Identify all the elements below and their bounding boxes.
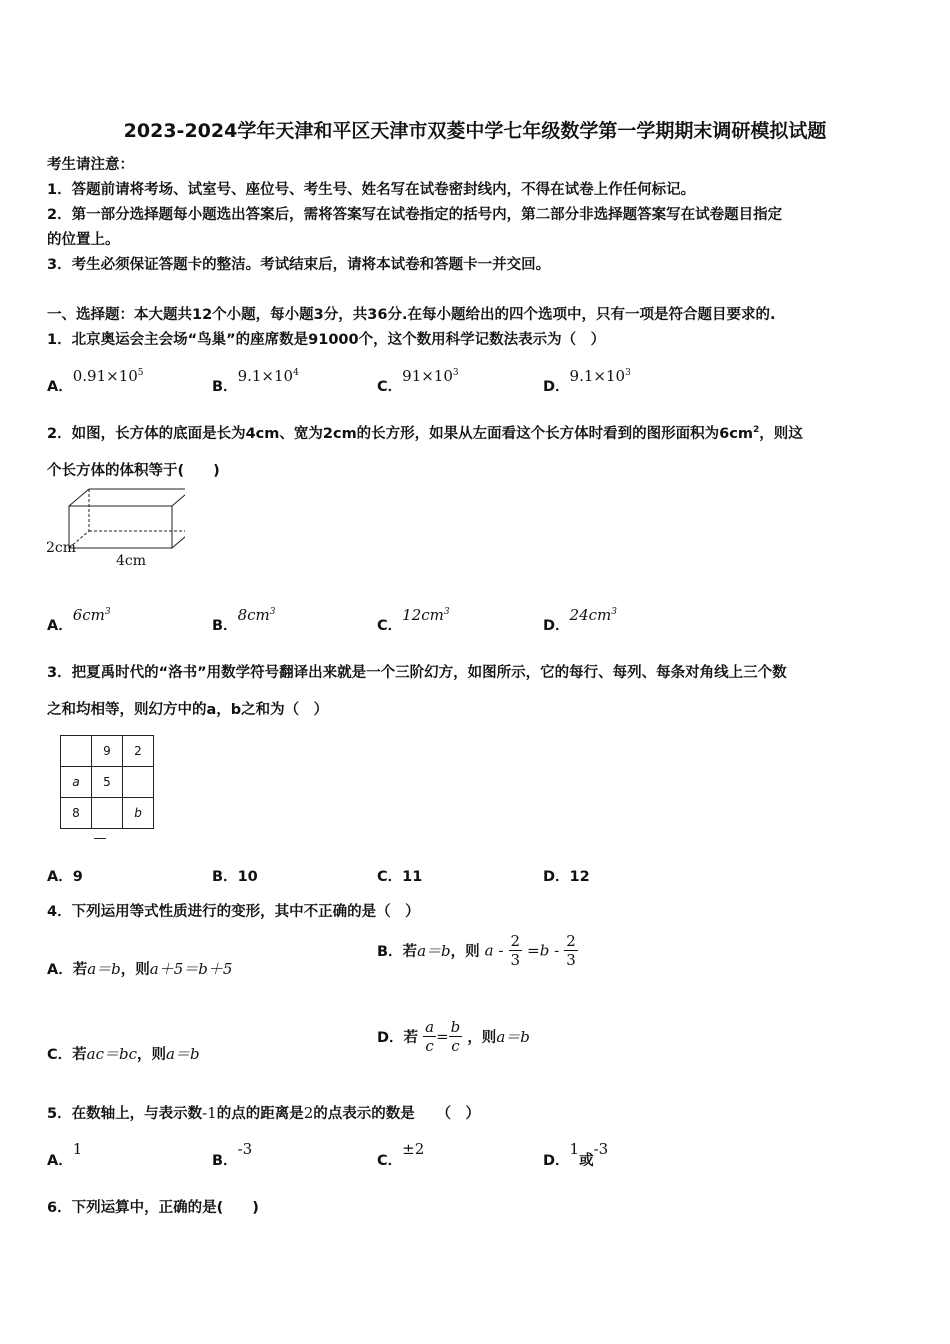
q3-option-c: C．11 xyxy=(377,869,423,885)
grid-mark xyxy=(94,838,106,839)
q5-option-d: D．1或-3 xyxy=(543,1140,609,1169)
magic-square xyxy=(60,735,154,829)
cuboid-figure xyxy=(45,482,185,572)
q2-option-c: C．$12cm^3$ xyxy=(377,606,450,634)
fraction: $\frac{2}{3}$ xyxy=(566,932,576,969)
q5-option-c: C．±2 xyxy=(377,1140,425,1169)
q2-fig-width-label: 2cm xyxy=(46,540,77,556)
magic-square-cell: 5 xyxy=(92,767,123,798)
q4-option-b: B．若a＝b，则 a - $\frac{2}{3}$ =b - $\frac{2}{3}$ xyxy=(377,932,576,969)
q4-option-c: C．若ac＝bc，则a＝b xyxy=(47,1045,200,1063)
notice-heading: 考生请注意： xyxy=(47,157,134,173)
magic-square-cell: a xyxy=(61,767,92,798)
q6-stem: 6．下列运算中，正确的是( ) xyxy=(47,1200,259,1216)
q2-option-a: A．$6cm^3$ xyxy=(47,606,111,634)
q3-stem-line2: 之和均相等，则幻方中的a，b之和为（ ） xyxy=(47,702,329,718)
q5-option-b: B．-3 xyxy=(212,1140,253,1169)
magic-square-cell: 9 xyxy=(92,736,123,767)
q2-fig-length-label: 4cm xyxy=(116,553,147,569)
magic-square-cell xyxy=(123,767,154,798)
q1-stem: 1．北京奥运会主会场“鸟巢”的座席数是91000个，这个数用科学记数法表示为（ ） xyxy=(47,332,606,348)
q3-option-d: D．12 xyxy=(543,869,590,885)
notice-item-2: 2．第一部分选择题每小题选出答案后，需将答案写在试卷指定的括号内，第二部分非选择题答案写在试卷题目指定 xyxy=(47,207,783,223)
magic-square-cell: 8 xyxy=(61,798,92,829)
q2-stem-line2: 个长方体的体积等于( ) xyxy=(47,463,220,479)
q2-option-d: D．$24cm^3$ xyxy=(543,606,617,634)
notice-item-1: 1．答题前请将考场、试室号、座位号、考生号、姓名写在试卷密封线内，不得在试卷上作任何标记。 xyxy=(47,182,696,198)
q1-option-c: C．$91\times 10^3$ xyxy=(377,367,459,395)
q1-option-b: B．$9.1\times 10^4$ xyxy=(212,367,299,395)
fraction: $\frac{2}{3}$ xyxy=(510,932,521,969)
section-heading: 一、选择题：本大题共12个小题，每小题3分，共36分.在每小题给出的四个选项中，只有一项是符合题目要求的. xyxy=(47,307,776,323)
magic-square-cell xyxy=(92,798,123,829)
magic-square-cell: 2 xyxy=(123,736,154,767)
magic-square-cell xyxy=(61,736,92,767)
q4-stem: 4．下列运用等式性质进行的变形，其中不正确的是（ ） xyxy=(47,904,420,920)
q2-stem-line1: 2．如图，长方体的底面是长为4cm、宽为2cm的长方形，如果从左面看这个长方体时看到的图形面积为$6cm^2$，则这 xyxy=(47,425,803,442)
q4-option-d: D．若 $\frac{a}{c}$ = $\frac{b}{c}$ ，则a＝b xyxy=(377,1018,530,1055)
q4-option-a: A．若a＝b，则a＋5＝b＋5 xyxy=(47,960,233,978)
q2-option-b: B．$8cm^3$ xyxy=(212,606,276,634)
q5-option-a: A．1 xyxy=(47,1140,83,1169)
q3-option-a: A．9 xyxy=(47,869,83,885)
fraction: $\frac{b}{c}$ xyxy=(450,1018,461,1055)
q3-stem-line1: 3．把夏禹时代的“洛书”用数学符号翻译出来就是一个三阶幻方，如图所示，它的每行、每列、每条对角线上三个数 xyxy=(47,665,787,681)
fraction: $\frac{a}{c}$ xyxy=(425,1018,435,1055)
q3-option-b: B．10 xyxy=(212,869,258,885)
magic-square-cell: b xyxy=(123,798,154,829)
notice-item-2-cont: 的位置上。 xyxy=(47,232,120,248)
q5-stem: 5．在数轴上，与表示数-1的点的距离是2的点表示的数是 （ ） xyxy=(47,1104,481,1122)
page-title: 2023-2024学年天津和平区天津市双菱中学七年级数学第一学期期末调研模拟试题 xyxy=(123,120,827,142)
q1-option-d: D．$9.1\times 10^3$ xyxy=(543,367,631,395)
notice-item-3: 3．考生必须保证答题卡的整洁。考试结束后，请将本试卷和答题卡一并交回。 xyxy=(47,257,551,273)
q1-option-a: A．$0.91\times 10^5$ xyxy=(47,367,144,395)
